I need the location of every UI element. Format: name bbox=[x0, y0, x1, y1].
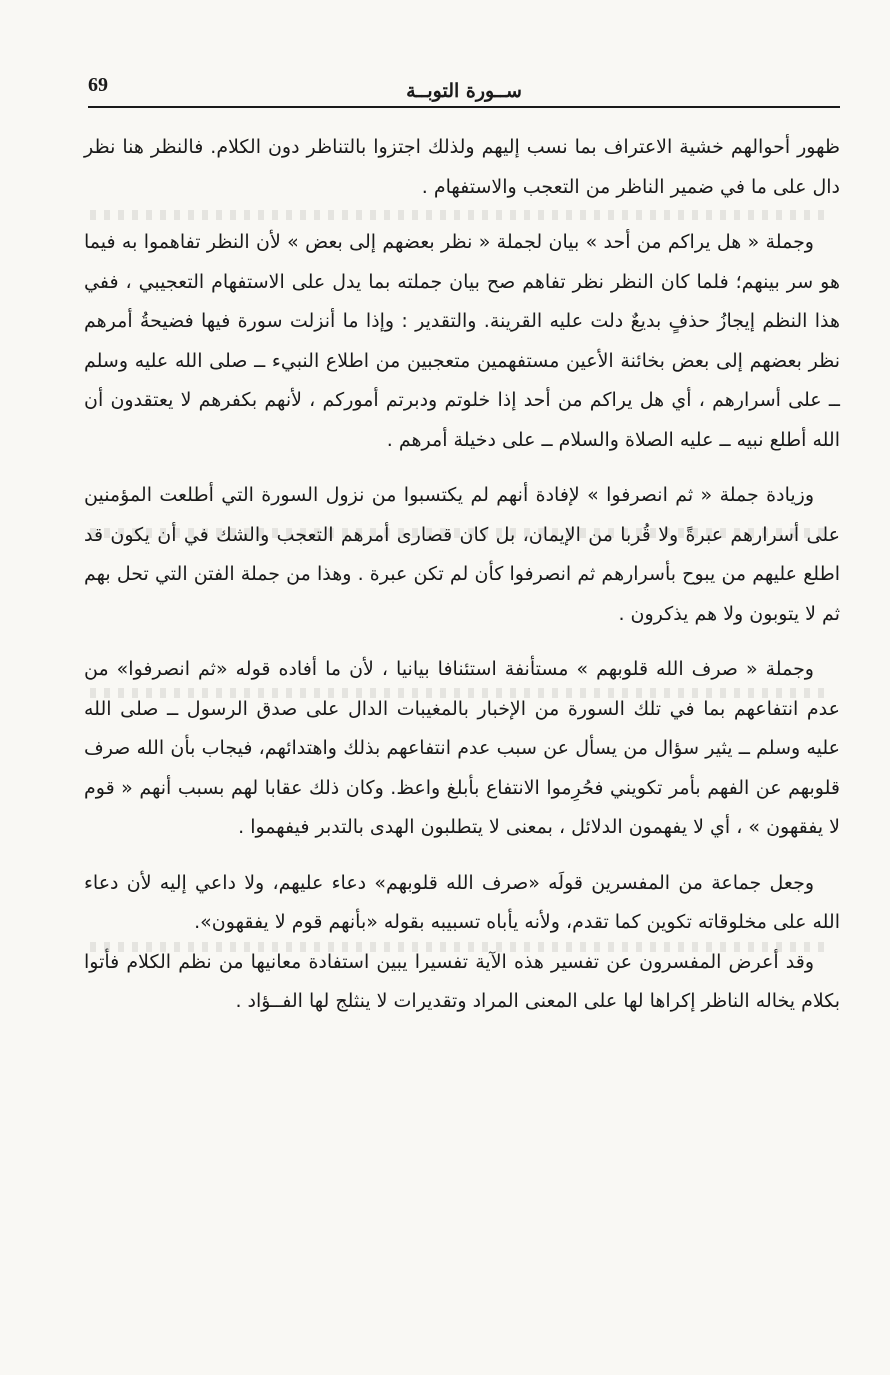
paragraph-4: وجملة « صرف الله قلوبهم » مستأنفة استئنافا بيانيا ، لأن ما أفاده قوله «ثم انصرفوا» من عدم انتفاعهم بما في تلك السورة من الإخبار بالمغيبات الدال على صدق الرسول ــ صلى الله عليه وسلم ــ يثير سؤال من يسأل عن سبب عدم انتفاعهم بذلك واهتدائهم، فيجاب بأن الله صرف قلوبهم عن الفهم بأمر تكويني فحُرِموا الانتفاع بأبلغ واعظ. وكان ذلك عقابا لهم بسبب أنهم « قوم لا يفقهون » ، أي لا يفهمون الدلائل ، بمعنى لا يتطلبون الهدى بالتدبر فيفهموا . bbox=[84, 658, 840, 838]
body-text bbox=[84, 128, 840, 1022]
page-number: 69 bbox=[88, 74, 108, 96]
header-rule bbox=[88, 106, 840, 108]
page-header bbox=[88, 72, 840, 108]
paragraph-6: وقد أعرض المفسرون عن تفسير هذه الآية تفسيرا يبين استفادة معانيها من نظم الكلام فأتوا بكلام يخاله الناظر إكراها لها على المعنى المراد وتقديرات لا ينثلج لها الفــؤاد . bbox=[84, 950, 840, 1012]
paragraph-2: وجملة « هل يراكم من أحد » بيان لجملة « نظر بعضهم إلى بعض » لأن النظر تفاهموا به فيما هو سر بينهم؛ فلما كان النظر نظر تفاهم صح بيان جملته بما يدل على الاستفهام التعجيبي ، ففي هذا النظم إيجازُ حذفٍ بديعٌ دلت عليه القرينة. والتقدير : وإذا ما أنزلت سورة فيها فضيحةُ أمرهم نظر بعضهم إلى بعض بخائنة الأعين مستفهمين متعجبين من اطلاع النبيء ــ صلى الله عليه وسلم ــ على أسرارهم ، أي هل يراكم من أحد إذا خلوتم ودبرتم أموركم ، لأنهم بكفرهم لا يعتقدون أن الله أطلع نبيه ــ عليه الصلاة والسلام ــ على دخيلة أمرهم . bbox=[84, 231, 840, 451]
paragraph-3: وزيادة جملة « ثم انصرفوا » لإفادة أنهم لم يكتسبوا من نزول السورة التي أطلعت المؤمنين على أسرارهم عبرةً ولا قُربا من الإيمان، بل كان قصارى أمرهم التعجب والشك في أن يكون قد اطلع عليهم من يبوح بأسرارهم ثم انصرفوا كأن لم تكن عبرة . وهذا من جملة الفتن التي تحل بهم ثم لا يتوبون ولا هم يذكرون . bbox=[84, 484, 840, 625]
paragraph-1: ظهور أحوالهم خشية الاعتراف بما نسب إليهم ولذلك اجتزوا بالتناظر دون الكلام. فالنظر هنا نظر دال على ما في ضمير الناظر من التعجب والاستفهام . bbox=[84, 136, 840, 198]
running-title: ســورة التوبــة bbox=[406, 80, 522, 102]
paragraph-5: وجعل جماعة من المفسرين قولَه «صرف الله قلوبهم» دعاء عليهم، ولا داعي إليه لأن دعاء الله على مخلوقاته تكوين كما تقدم، ولأنه يأباه تسبيبه بقوله «بأنهم قوم لا يفقهون». bbox=[84, 871, 840, 933]
